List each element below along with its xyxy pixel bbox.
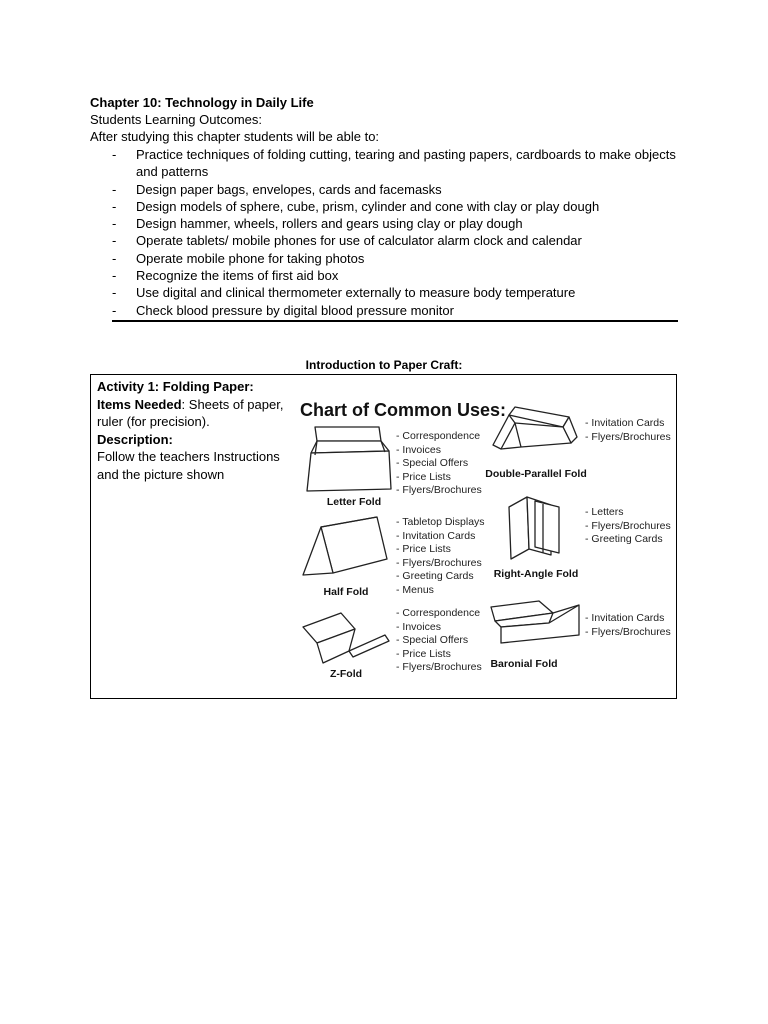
- outcome-text: Design paper bags, envelopes, cards and facemasks: [136, 181, 442, 197]
- outcome-item: - Use digital and clinical thermometer externally to measure body temperature: [112, 285, 576, 301]
- outcome-text: Check blood pressure by digital blood pressure monitor: [136, 302, 454, 318]
- outcome-text: Operate mobile phone for taking photos: [136, 250, 365, 266]
- letter-fold-label: Letter Fold: [326, 496, 382, 508]
- double-parallel-fold-uses: [585, 417, 671, 444]
- outcome-text: Practice techniques of folding cutting, tearing and pasting papers, cardboards to make objects and patterns: [136, 147, 676, 180]
- use-item: - Flyers/Brochures: [396, 484, 482, 498]
- letter-fold-uses: [396, 430, 482, 498]
- use-item: - Invitation Cards: [396, 530, 485, 544]
- use-item: - Greeting Cards: [396, 570, 485, 584]
- activity-title: Activity 1: Folding Paper:: [97, 379, 254, 394]
- chapter-title: Chapter 10: Technology in Daily Life: [90, 95, 314, 110]
- items-needed: [97, 396, 287, 431]
- outcome-item: - Practice techniques of folding cutting, tearing and pasting papers, cardboards to make objects and patterns: [112, 147, 676, 180]
- use-item: - Letters: [585, 506, 671, 520]
- use-item: - Special Offers: [396, 634, 482, 648]
- right-angle-fold-label: Right-Angle Fold: [493, 568, 579, 580]
- outcome-item: - Design paper bags, envelopes, cards and facemasks: [112, 181, 442, 197]
- outcome-item: - Design models of sphere, cube, prism, cylinder and cone with clay or play dough: [112, 198, 600, 214]
- use-item: - Flyers/Brochures: [396, 661, 482, 675]
- half-fold-illustration: [299, 515, 391, 581]
- use-item: - Invitation Cards: [585, 612, 671, 626]
- outcome-item: - Operate mobile phone for taking photos: [112, 250, 365, 266]
- use-item: - Invitation Cards: [585, 417, 671, 431]
- activity-box: [90, 374, 677, 699]
- z-fold-uses: [396, 607, 482, 675]
- outcome-item: - Design hammer, wheels, rollers and gears using clay or play dough: [112, 216, 523, 232]
- items-needed-label: Items Needed: [97, 396, 182, 412]
- outcomes-intro: After studying this chapter students will be able to:: [90, 129, 380, 144]
- outcome-text: Design hammer, wheels, rollers and gears using clay or play dough: [136, 216, 523, 232]
- baronial-fold-illustration: [489, 599, 581, 647]
- right-angle-fold-uses: [585, 506, 671, 547]
- outcome-text: Recognize the items of first aid box: [136, 268, 339, 284]
- double-parallel-fold-illustration: [491, 405, 581, 467]
- section-divider: [112, 320, 678, 322]
- z-fold-illustration: [301, 607, 391, 665]
- letter-fold-illustration: [301, 425, 396, 495]
- description-text: Follow the teachers Instructions and the picture shown: [97, 449, 280, 482]
- outcome-text: Design models of sphere, cube, prism, cylinder and cone with clay or play dough: [136, 198, 600, 214]
- outcomes-heading: Students Learning Outcomes:: [90, 112, 262, 127]
- outcome-item: - Operate tablets/ mobile phones for use of calculator alarm clock and calendar: [112, 233, 582, 249]
- use-item: - Flyers/Brochures: [396, 557, 485, 571]
- use-item: - Flyers/Brochures: [585, 626, 671, 640]
- outcome-item: - Recognize the items of first aid box: [112, 268, 339, 284]
- outcome-item: - Check blood pressure by digital blood pressure monitor: [112, 302, 454, 318]
- use-item: - Special Offers: [396, 457, 482, 471]
- activity-text: [97, 378, 287, 483]
- outcome-text: Operate tablets/ mobile phones for use of calculator alarm clock and calendar: [136, 233, 582, 249]
- chart-title: Chart of Common Uses:: [300, 400, 507, 420]
- use-item: - Price Lists: [396, 543, 485, 557]
- use-item: - Tabletop Displays: [396, 516, 485, 530]
- use-item: - Flyers/Brochures: [585, 520, 671, 534]
- use-item: - Correspondence: [396, 430, 482, 444]
- use-item: - Greeting Cards: [585, 533, 671, 547]
- use-item: - Invoices: [396, 444, 482, 458]
- use-item: - Price Lists: [396, 648, 482, 662]
- use-item: - Menus: [396, 584, 485, 598]
- outcomes-list: [0, 146, 700, 319]
- outcome-text: Use digital and clinical thermometer externally to measure body temperature: [136, 285, 576, 301]
- section-heading: Introduction to Paper Craft:: [305, 358, 463, 372]
- double-parallel-fold-label: Double-Parallel Fold: [485, 468, 587, 480]
- z-fold-label: Z-Fold: [329, 668, 363, 680]
- baronial-fold-label: Baronial Fold: [490, 658, 558, 670]
- half-fold-label: Half Fold: [323, 586, 369, 598]
- use-item: - Invoices: [396, 621, 482, 635]
- use-item: - Flyers/Brochures: [585, 431, 671, 445]
- items-needed-text: : Sheets of paper, ruler (for precision).: [97, 396, 284, 429]
- half-fold-uses: [396, 516, 485, 598]
- use-item: - Correspondence: [396, 607, 482, 621]
- description-label: Description:: [97, 431, 173, 447]
- baronial-fold-uses: [585, 612, 671, 639]
- use-item: - Price Lists: [396, 471, 482, 485]
- right-angle-fold-illustration: [499, 495, 571, 563]
